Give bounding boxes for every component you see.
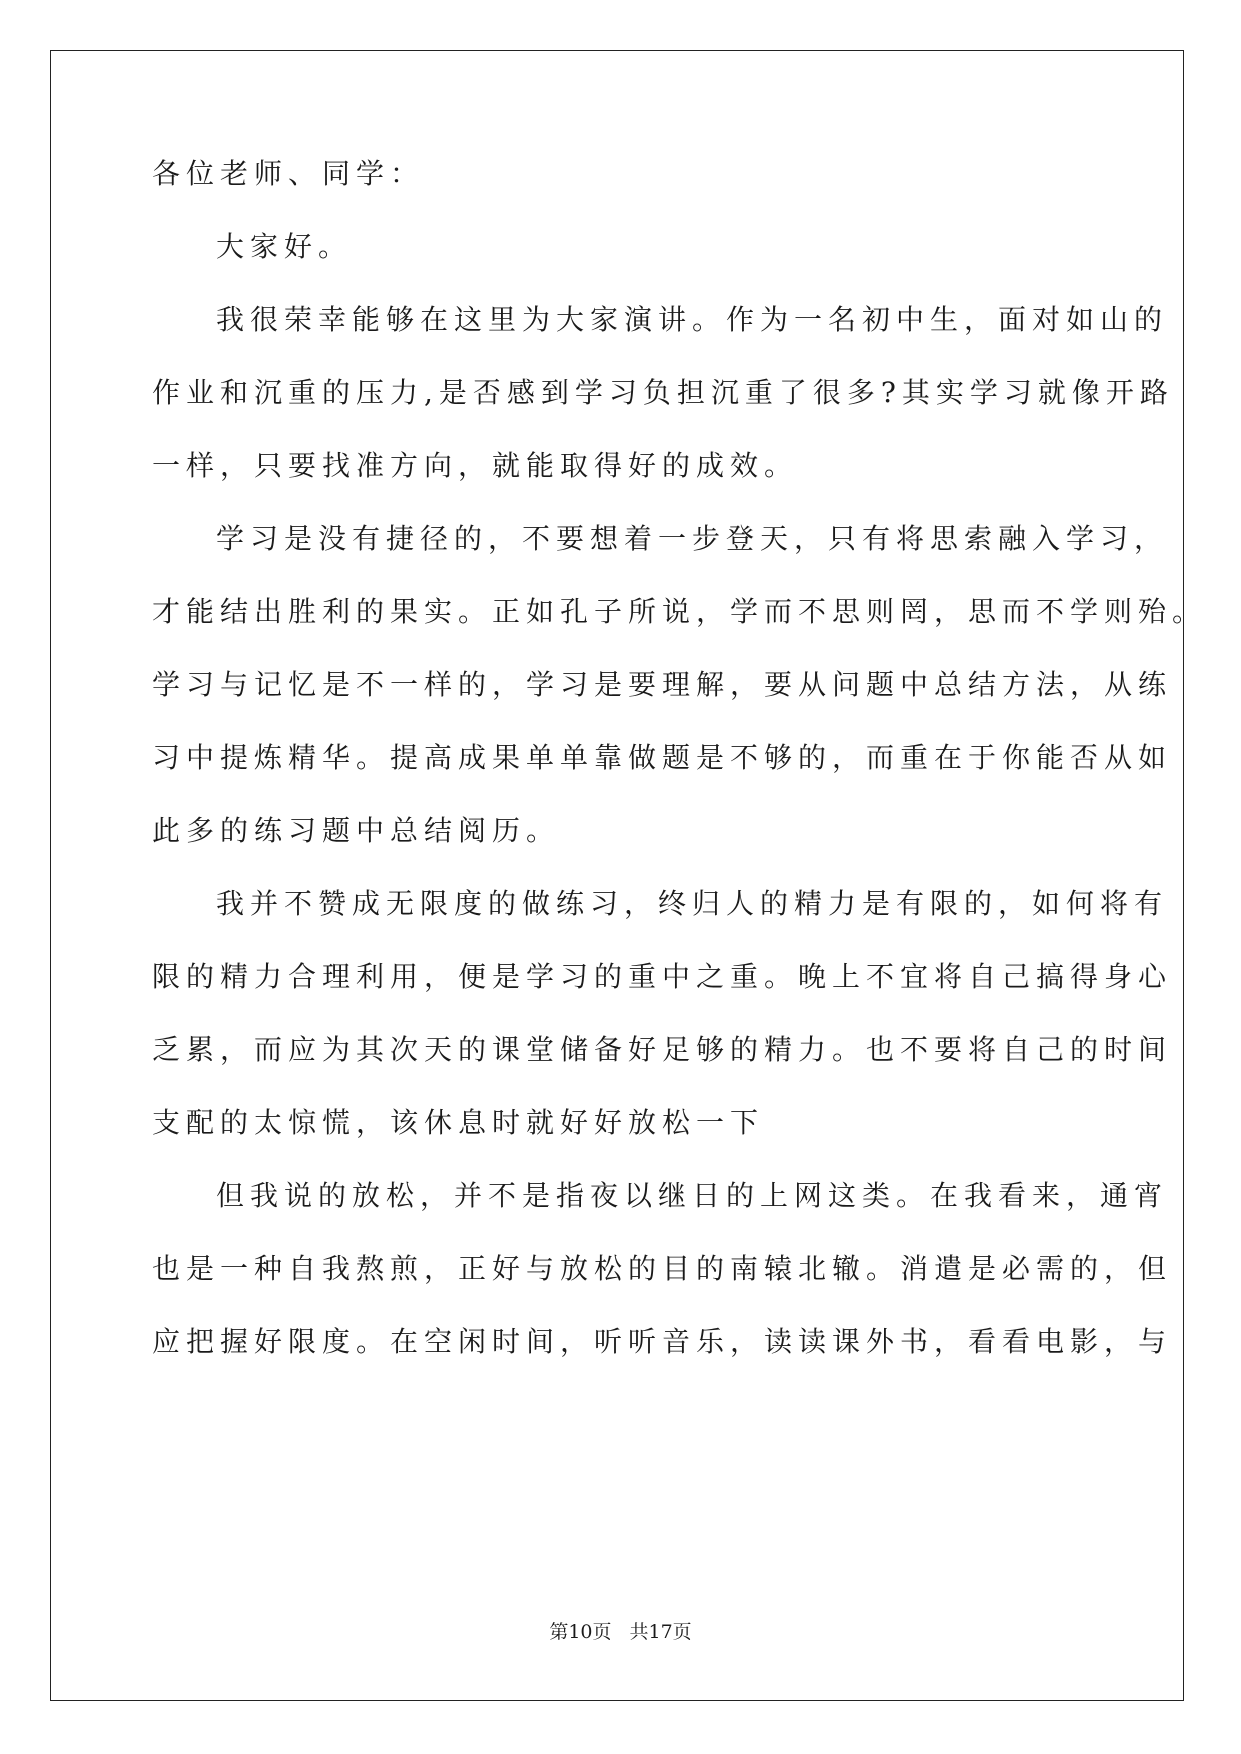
page-total: 共17页 <box>629 1621 692 1643</box>
text-line: 也是一种自我熬煎，正好与放松的目的南辕北辙。消遣是必需的，但 <box>152 1252 1173 1285</box>
text-line-salutation: 各位老师、同学： <box>152 157 425 190</box>
text-line: 乏累，而应为其次天的课堂储备好足够的精力。也不要将自己的时间 <box>152 1033 1173 1066</box>
text-line: 我很荣幸能够在这里为大家演讲。作为一名初中生，面对如山的 <box>216 303 1169 336</box>
text-line: 我并不赞成无限度的做练习，终归人的精力是有限的，如何将有 <box>216 887 1169 920</box>
text-line: 此多的练习题中总结阅历。 <box>152 814 561 847</box>
page-footer <box>0 1623 1241 1642</box>
text-line: 支配的太惊慌，该休息时就好好放松一下 <box>152 1106 765 1139</box>
page-number: 第10页 <box>549 1621 612 1643</box>
text-line: 习中提炼精华。提高成果单单靠做题是不够的，而重在于你能否从如 <box>152 741 1173 774</box>
text-line: 学习与记忆是不一样的，学习是要理解，要从问题中总结方法，从练 <box>152 668 1173 701</box>
text-line-greeting: 大家好。 <box>216 230 353 263</box>
text-line: 但我说的放松，并不是指夜以继日的上网这类。在我看来，通宵 <box>216 1179 1169 1212</box>
text-line: 应把握好限度。在空闲时间，听听音乐，读读课外书，看看电影，与 <box>152 1325 1173 1358</box>
page-frame <box>50 50 1184 1701</box>
text-line: 作业和沉重的压力,是否感到学习负担沉重了很多?其实学习就像开路 <box>152 376 1174 409</box>
text-line: 限的精力合理利用，便是学习的重中之重。晚上不宜将自己搞得身心 <box>152 960 1173 993</box>
text-line: 学习是没有捷径的，不要想着一步登天，只有将思索融入学习， <box>216 522 1169 555</box>
text-line: 才能结出胜利的果实。正如孔子所说，学而不思则罔，思而不学则殆。 <box>152 595 1207 628</box>
text-line: 一样，只要找准方向，就能取得好的成效。 <box>152 449 799 482</box>
